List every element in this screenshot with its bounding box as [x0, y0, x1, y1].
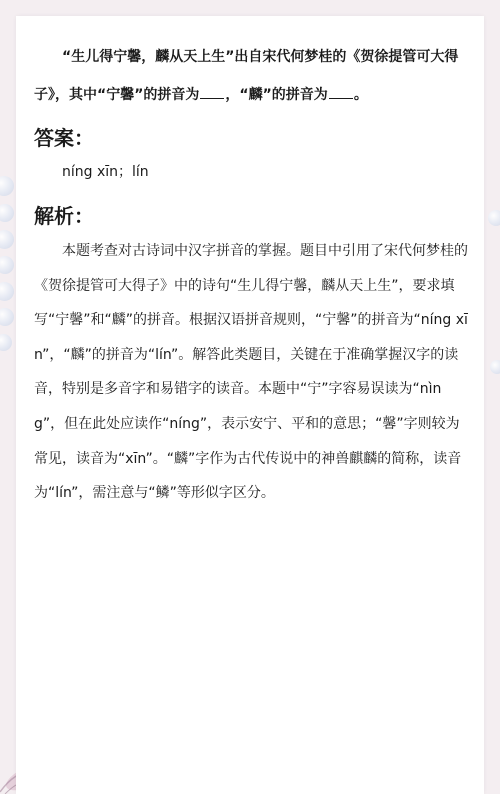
bubble-decoration [0, 176, 14, 196]
document-content [34, 38, 468, 511]
question-part-3: 。 [353, 87, 368, 103]
bubble-decoration [0, 230, 14, 249]
analysis-heading: 解析： [34, 204, 94, 228]
question-text [34, 38, 468, 114]
bubble-decoration [0, 334, 12, 351]
answer-blank-1 [200, 84, 224, 99]
answer-blank-2 [329, 84, 353, 99]
bubble-decoration [0, 282, 14, 301]
answer-text: níng xīn；lín [62, 164, 149, 180]
bubble-decoration [0, 256, 14, 274]
bubble-decoration [0, 204, 14, 222]
analysis-text: 本题考查对古诗词中汉字拼音的掌握。题目中引用了宋代何梦桂的《贺徐提管可大得子》中的诗句“生儿得宁馨，麟从天上生”，要求填写“宁馨”和“麟”的拼音。根据汉语拼音规则，“宁馨”的拼音为“níng xīn”，“麟”的拼音为“lín”。解答此类题目，关键在于准确掌握汉字的读音，特别是多音字和易错字的读音。本题中“宁”字容易误读为“nìng”，但在此处应读作“níng”，表示安宁、平和的意思；“馨”字则较为常见，读音为“xīn”。“麟”字作为古代传说中的神兽麒麟的简称，读音为“lín”，需注意与“鳞”等形似字区分。 [34, 243, 468, 502]
document-page [16, 16, 484, 794]
bubble-decoration [490, 360, 500, 374]
answer-heading: 答案： [34, 126, 94, 150]
bubble-decoration [488, 210, 500, 226]
question-part-1: “生儿得宁馨，麟从天上生”出自宋代何梦桂的《贺徐提管可大得子》，其中“宁馨”的拼音为 [34, 49, 459, 103]
bubble-decoration [0, 308, 14, 326]
question-part-2: ，“麟”的拼音为 [225, 87, 328, 103]
